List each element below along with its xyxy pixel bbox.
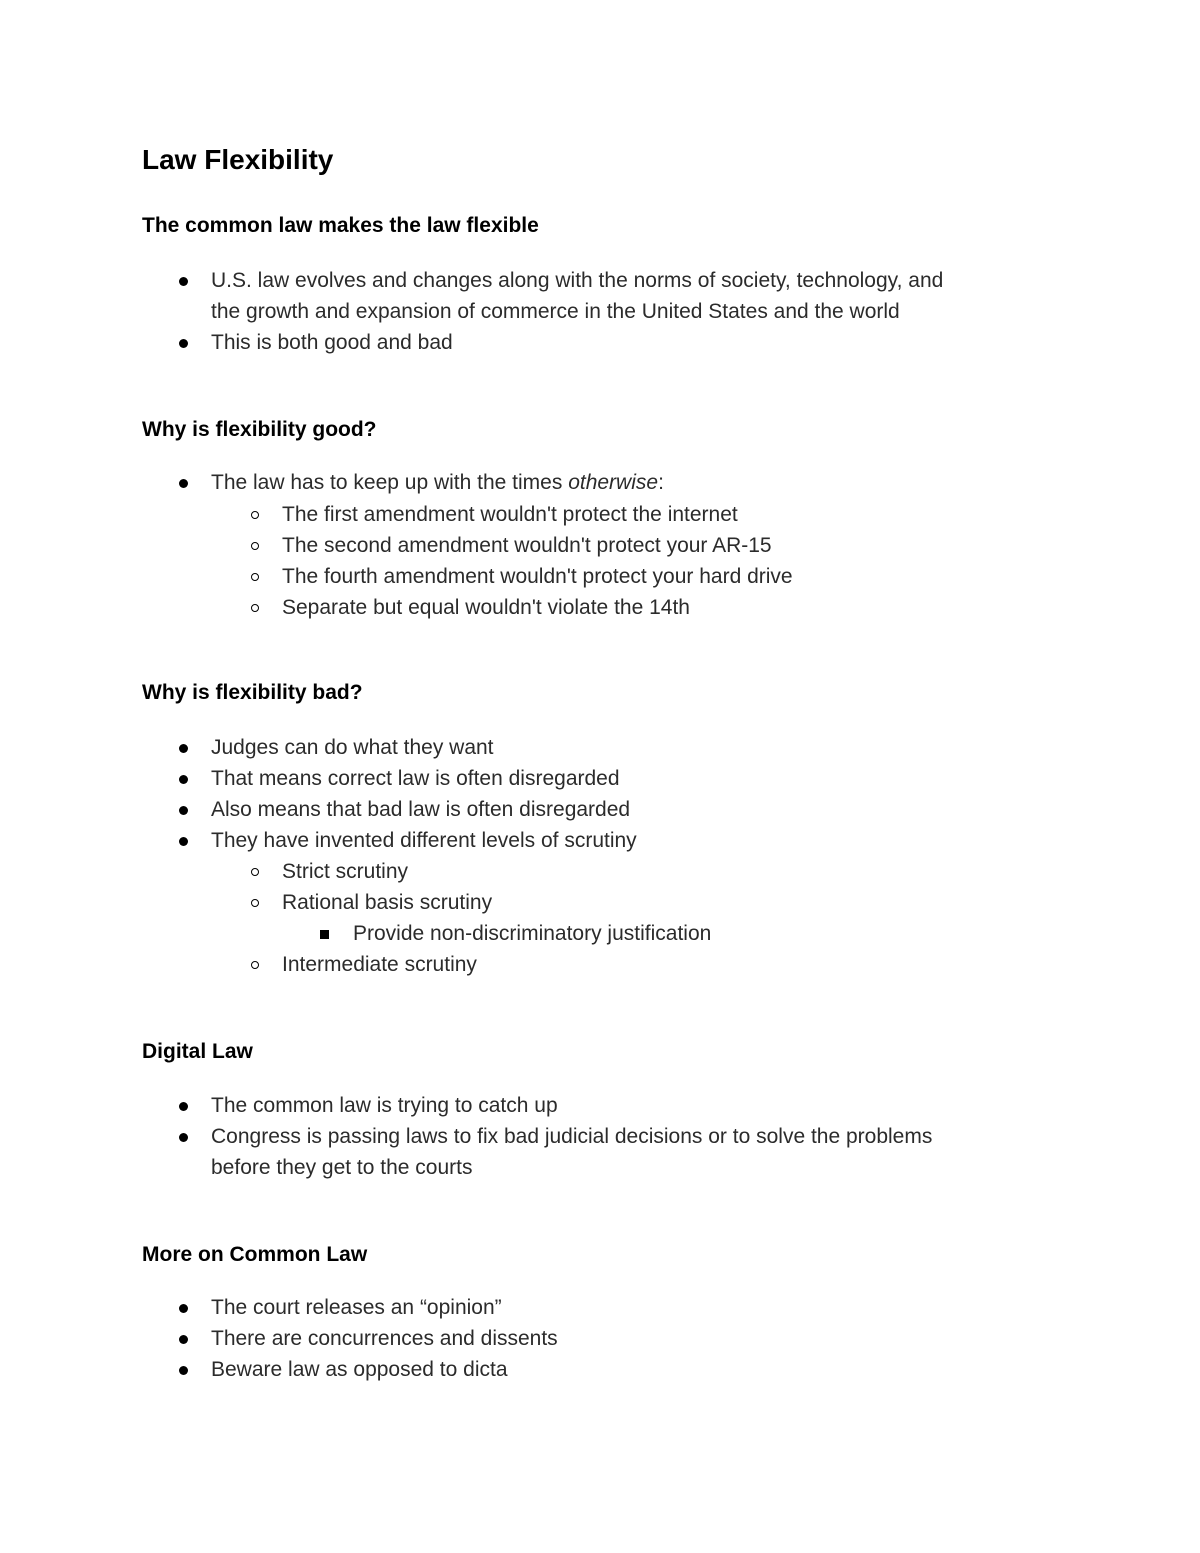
italic-text: otherwise: [568, 471, 659, 494]
square-bullet-icon: [320, 930, 329, 939]
sub-list-item: The second amendment wouldn't protect your AR-15: [282, 534, 772, 557]
bullet-icon: [179, 1366, 188, 1375]
hollow-bullet-icon: [251, 604, 259, 612]
list-item-text: The law has to keep up with the times: [211, 471, 569, 494]
section-heading: More on Common Law: [142, 1243, 368, 1266]
bullet-icon: [179, 1304, 188, 1313]
hollow-bullet-icon: [251, 868, 259, 876]
sub-sub-list-item: Provide non-discriminatory justification: [353, 922, 712, 945]
bullet-icon: [179, 339, 188, 348]
list-item-line: Congress is passing laws to fix bad judicial decisions or to solve the problems: [211, 1125, 933, 1148]
sub-list-item: The fourth amendment wouldn't protect your hard drive: [282, 565, 793, 588]
list-item: There are concurrences and dissents: [211, 1327, 558, 1350]
list-item: [211, 472, 664, 493]
list-item: Beware law as opposed to dicta: [211, 1358, 508, 1381]
list-item-text: :: [658, 471, 664, 494]
list-item-line: the growth and expansion of commerce in the United States and the world: [211, 300, 900, 323]
list-item: The common law is trying to catch up: [211, 1094, 558, 1117]
list-item: The court releases an “opinion”: [211, 1296, 502, 1319]
list-item: That means correct law is often disregarded: [211, 767, 620, 790]
section-heading: Digital Law: [142, 1040, 253, 1063]
bullet-icon: [179, 775, 188, 784]
bullet-icon: [179, 1102, 188, 1111]
bullet-icon: [179, 479, 188, 488]
hollow-bullet-icon: [251, 542, 259, 550]
list-item: This is both good and bad: [211, 331, 453, 354]
list-item: Also means that bad law is often disregarded: [211, 798, 631, 821]
sub-list-item: Strict scrutiny: [282, 860, 409, 883]
bullet-icon: [179, 744, 188, 753]
sub-list-item: Separate but equal wouldn't violate the 14th: [282, 596, 690, 619]
hollow-bullet-icon: [251, 511, 259, 519]
sub-list-item: Rational basis scrutiny: [282, 891, 493, 914]
bullet-icon: [179, 837, 188, 846]
sub-list-item: The first amendment wouldn't protect the internet: [282, 503, 738, 526]
bullet-icon: [179, 1133, 188, 1142]
section-heading: The common law makes the law flexible: [142, 214, 539, 237]
list-item: Judges can do what they want: [211, 736, 494, 759]
section-heading: Why is flexibility bad?: [142, 681, 363, 704]
bullet-icon: [179, 806, 188, 815]
bullet-icon: [179, 1335, 188, 1344]
page-title: Law Flexibility: [142, 144, 334, 175]
bullet-icon: [179, 277, 188, 286]
list-item: They have invented different levels of scrutiny: [211, 829, 637, 852]
list-item-line: U.S. law evolves and changes along with the norms of society, technology, and: [211, 269, 944, 292]
hollow-bullet-icon: [251, 899, 259, 907]
hollow-bullet-icon: [251, 573, 259, 581]
sub-list-item: Intermediate scrutiny: [282, 953, 477, 976]
section-heading: Why is flexibility good?: [142, 418, 377, 441]
hollow-bullet-icon: [251, 961, 259, 969]
list-item-line: before they get to the courts: [211, 1156, 473, 1179]
